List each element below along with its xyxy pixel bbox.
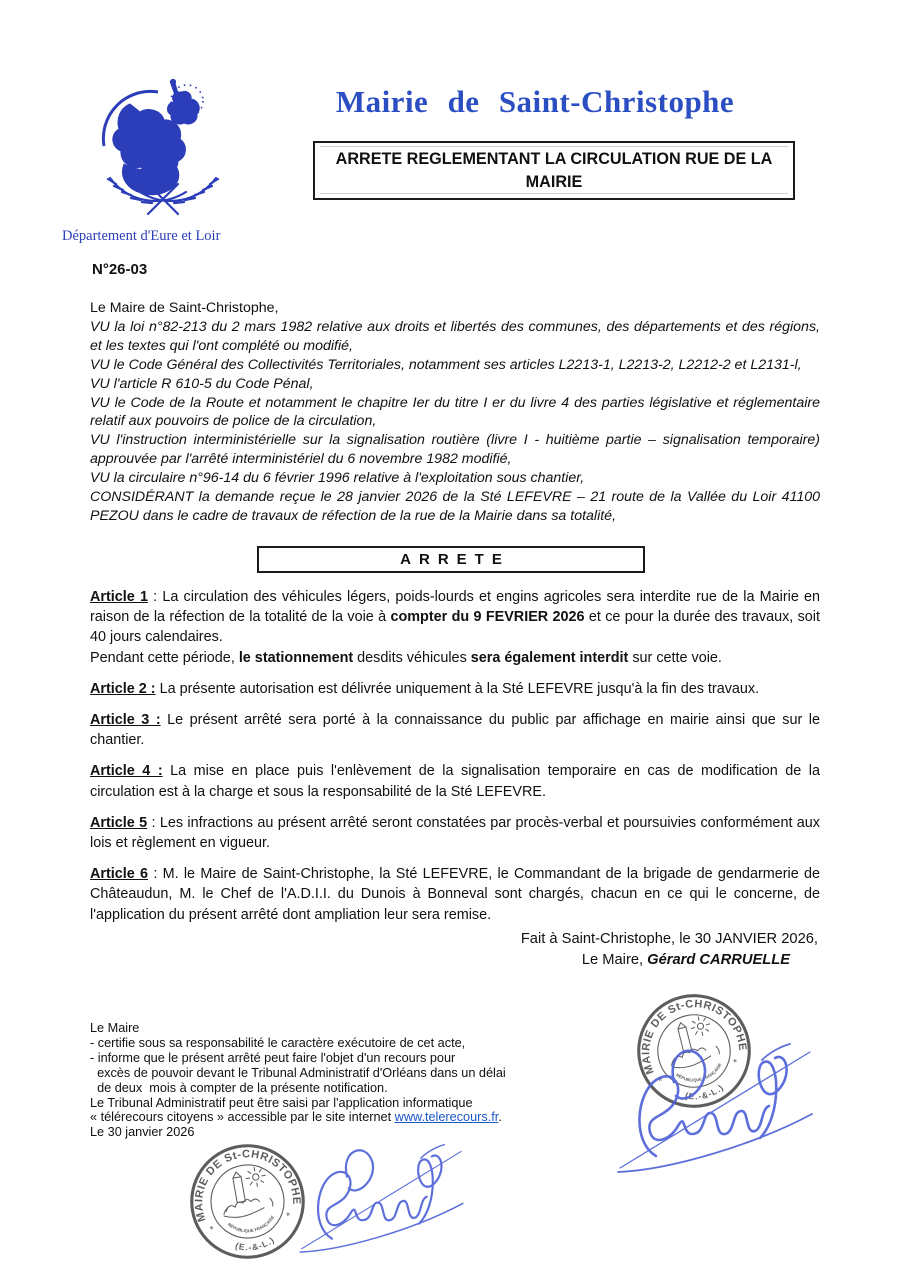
text-run: et ce pour la durée des travaux, soit 40 jours calendaires. [90,609,820,646]
page-title: Mairie de Saint-Christophe [335,84,735,119]
footer-line [90,1051,570,1066]
logo-caption: Département d'Eure et Loir [62,228,221,244]
telerecours-link[interactable]: www.telerecours.fr [394,1110,499,1125]
paragraph [90,356,820,375]
text-run: : M. le Maire de Saint-Christophe, la Sté LEFEVRE, le Commandant de la brigade de gendarmerie de Châteaudun, M. le Chef de l'A.D.I.I. du Dunois à Bonneval sont chargés, chacun en ce qui le concerne, de l'application du présent arrêté dont ampliation leur sera remise. [90,866,820,923]
article-2 [90,679,820,699]
text-run: VU l'article R 610-5 du Code Pénal, [90,375,314,392]
article-3 [90,710,820,750]
text-run: . [498,1110,502,1125]
footer-line [90,1066,570,1081]
paragraph [90,469,820,488]
svg-text:(E.-&-L.): (E.-&-L.) [234,1234,277,1253]
paragraph [90,431,820,469]
svg-text:*: * [209,1224,215,1237]
arrete-heading [257,546,645,573]
arrete-label: ARRETE [400,551,510,568]
text-run: sur cette voie. [628,649,722,666]
article-1 [90,587,820,648]
closing-block [90,929,818,971]
article-4 [90,761,820,801]
text-run: - informe que le présent arrêté peut faire l'objet d'un recours pour [90,1050,456,1065]
text-run: La mise en place puis l'enlèvement de la signalisation temporaire en cas de modification de la circulation est à la charge et sous la responsabilité de la Sté LEFEVRE. [90,763,820,800]
preamble [90,299,820,526]
article-6 [90,864,820,925]
text-run: : Les infractions au présent arrêté seront constatées par procès-verbal et poursuivies conformément aux lois et règlement en vigueur. [90,814,820,852]
text-run: « télérecours citoyens » accessible par le site internet [90,1110,395,1125]
paragraph [90,318,820,356]
text-run: VU la circulaire n°96-14 du 6 février 1996 relative à l'exploitation sous chantier, [90,470,585,487]
subject-box [313,141,795,200]
mayor-name: Gérard CARRUELLE [647,951,790,968]
paragraph [90,299,820,318]
svg-text:*: * [732,1057,739,1070]
text-run: : La circulation des véhicules légers, poids-lourds et engins agricoles sera interdite rue de la Mairie en raison de la réfection de la totalité de la voie à [90,589,821,626]
mayor-signature [295,1115,467,1265]
text-run: VU le Code Général des Collectivités Territoriales, notamment ses articles L2213-1, L2213-2, L2212-2 et L2131-l, [90,356,802,373]
article-1-suite [90,648,820,668]
text-run: Article 3 : [90,712,161,729]
text-run: de deux mois à compter de la présente notification. [90,1080,388,1095]
text-run: Le 30 janvier 2026 [90,1125,195,1140]
text-run: Article 6 [90,866,149,883]
text-run: le stationnement [238,649,354,666]
text-run: CONSIDÉRANT la demande reçue le 28 janvier 2026 de la Sté LEFEVRE – 21 route de la Vallée du Loir 41100 PEZOU dans le cadre de travaux de réfection de la rue de la Mairie dans sa totalité, [90,489,820,524]
mayor-signature [612,1022,817,1174]
svg-text:MAIRIE DE St-CHRISTOPHE: MAIRIE DE St-CHRISTOPHE [640,998,749,1076]
text-run: Le Maire [90,1021,140,1035]
text-run: La présente autorisation est délivrée uniquement à la Sté LEFEVRE jusqu'à la fin des travaux. [155,680,760,697]
svg-text:(E.-&-L.): (E.-&-L.) [684,1081,726,1102]
text-run: Article 4 : [90,763,163,780]
paragraph [90,488,820,526]
saint-christophe-logo-icon [88,74,238,226]
text-run: compter du 9 FEVRIER 2026 [390,609,585,626]
text-run: Article 2 : [90,680,156,697]
text-run: Pendant cette période, [90,649,239,666]
paragraph [90,375,820,394]
footer-line [90,1021,570,1036]
articles [90,587,820,925]
text-run: - certifie sous sa responsabilité le caractère exécutoire de cet acte, [90,1035,466,1050]
text-run: excès de pouvoir devant le Tribunal Administratif d'Orléans dans un délai [90,1065,506,1080]
text-run: VU l'instruction interministérielle sur la signalisation routière (livre I - huitième partie – signalisation temporaire) approuvée par l'arrêté interministériel du 6 novembre 1982 modifié, [90,432,820,468]
text-run: Article 1 [90,589,148,605]
svg-text:MAIRIE DE St-CHRISTOPHE: MAIRIE DE St-CHRISTOPHE [193,1148,303,1224]
svg-text:*: * [285,1211,292,1223]
closing-prefix: Le Maire, [581,951,648,968]
paragraph [90,394,820,432]
text-run: sera également interdit [470,649,629,666]
text-run: VU la loi n°82-213 du 2 mars 1982 relative aux droits et libertés des communes, des départements et des régions, et les textes qui l'ont complété ou modifié, [90,318,820,354]
closing-signatory [90,950,818,971]
text-run: Le Maire de Saint-Christophe, [90,300,279,316]
subject-text: ARRETE REGLEMENTANT LA CIRCULATION RUE DE LA MAIRIE [335,149,773,191]
footer-line [90,1036,570,1051]
footer-line [90,1096,570,1111]
closing-place-date: Fait à Saint-Christophe, le 30 JANVIER 2026, [520,931,818,947]
footer-line [90,1081,570,1096]
text-run: VU le Code de la Route et notamment le chapitre Ier du titre I er du livre 4 des parties législative et réglementaire relatif aux pouvoirs de police de la circulation, [90,394,820,430]
svg-text:RÉPUBLIQUE FRANÇAISE: RÉPUBLIQUE FRANÇAISE [226,1214,276,1234]
text-run: Article 5 [90,814,148,831]
text-run: Le Tribunal Administratif peut être saisi par l'application informatique [90,1095,473,1110]
article-5 [90,813,820,853]
svg-text:RÉPUBLIQUE FRANÇAISE: RÉPUBLIQUE FRANÇAISE [675,1062,723,1083]
text-run: Le présent arrêté sera porté à la connaissance du public par affichage en mairie ainsi que sur le chantier. [90,712,820,749]
text-run: desdits véhicules [353,649,471,666]
doc-number: N°26-03 [92,261,148,278]
svg-text:*: * [657,1076,665,1088]
